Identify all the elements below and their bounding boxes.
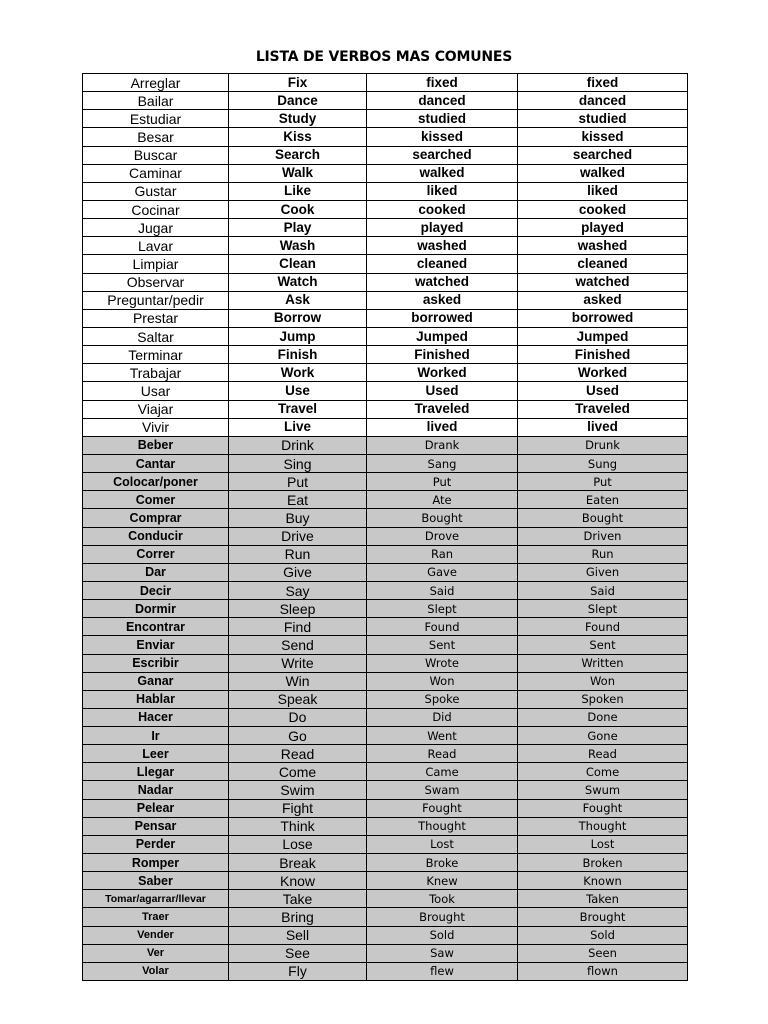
regular-verb-row	[83, 92, 688, 110]
irregular-verb-row	[83, 781, 688, 799]
spanish-verb-cell: Gustar	[83, 182, 229, 200]
base-form-cell: Break	[229, 854, 367, 872]
spanish-verb-cell: Lavar	[83, 237, 229, 255]
spanish-verb-cell: Preguntar/pedir	[83, 291, 229, 309]
past-simple-cell: liked	[367, 182, 518, 200]
spanish-verb-cell: Dormir	[83, 600, 229, 618]
past-simple-cell: washed	[367, 237, 518, 255]
spanish-verb-cell: Vender	[83, 926, 229, 944]
past-simple-cell: Ate	[367, 491, 518, 509]
base-form-cell: Cook	[229, 200, 367, 218]
past-simple-cell: Put	[367, 473, 518, 491]
past-simple-cell: searched	[367, 146, 518, 164]
past-participle-cell: Jumped	[518, 327, 688, 345]
irregular-verb-row	[83, 763, 688, 781]
past-simple-cell: Swam	[367, 781, 518, 799]
spanish-verb-cell: Comprar	[83, 509, 229, 527]
past-simple-cell: Spoke	[367, 690, 518, 708]
regular-verb-row	[83, 237, 688, 255]
past-participle-cell: Thought	[518, 817, 688, 835]
past-simple-cell: Saw	[367, 944, 518, 962]
past-simple-cell: asked	[367, 291, 518, 309]
spanish-verb-cell: Volar	[83, 962, 229, 980]
base-form-cell: Buy	[229, 509, 367, 527]
spanish-verb-cell: Comer	[83, 491, 229, 509]
past-simple-cell: Won	[367, 672, 518, 690]
past-simple-cell: flew	[367, 962, 518, 980]
past-simple-cell: kissed	[367, 128, 518, 146]
past-simple-cell: Worked	[367, 364, 518, 382]
base-form-cell: Sell	[229, 926, 367, 944]
irregular-verb-row	[83, 944, 688, 962]
base-form-cell: Eat	[229, 491, 367, 509]
past-participle-cell: Broken	[518, 854, 688, 872]
regular-verb-row	[83, 327, 688, 345]
regular-verb-row	[83, 255, 688, 273]
past-participle-cell: Sold	[518, 926, 688, 944]
irregular-verb-row	[83, 618, 688, 636]
base-form-cell: See	[229, 944, 367, 962]
base-form-cell: Like	[229, 182, 367, 200]
past-participle-cell: Brought	[518, 908, 688, 926]
past-participle-cell: kissed	[518, 128, 688, 146]
base-form-cell: Bring	[229, 908, 367, 926]
spanish-verb-cell: Encontrar	[83, 618, 229, 636]
spanish-verb-cell: Arreglar	[83, 74, 229, 92]
past-participle-cell: Known	[518, 872, 688, 890]
spanish-verb-cell: Estudiar	[83, 110, 229, 128]
irregular-verb-row	[83, 636, 688, 654]
base-form-cell: Clean	[229, 255, 367, 273]
past-participle-cell: Put	[518, 473, 688, 491]
base-form-cell: Put	[229, 473, 367, 491]
base-form-cell: Lose	[229, 835, 367, 853]
past-simple-cell: Fought	[367, 799, 518, 817]
irregular-verb-row	[83, 708, 688, 726]
base-form-cell: Give	[229, 563, 367, 581]
past-participle-cell: Done	[518, 708, 688, 726]
verb-table	[82, 73, 688, 981]
regular-verb-row	[83, 291, 688, 309]
past-participle-cell: Given	[518, 563, 688, 581]
past-simple-cell: studied	[367, 110, 518, 128]
regular-verb-row	[83, 200, 688, 218]
past-participle-cell: fixed	[518, 74, 688, 92]
past-simple-cell: walked	[367, 164, 518, 182]
base-form-cell: Sleep	[229, 600, 367, 618]
past-participle-cell: cooked	[518, 200, 688, 218]
spanish-verb-cell: Observar	[83, 273, 229, 291]
base-form-cell: Write	[229, 654, 367, 672]
past-simple-cell: Found	[367, 618, 518, 636]
past-simple-cell: Knew	[367, 872, 518, 890]
base-form-cell: Swim	[229, 781, 367, 799]
past-participle-cell: Sent	[518, 636, 688, 654]
past-participle-cell: Drunk	[518, 436, 688, 454]
past-simple-cell: Lost	[367, 835, 518, 853]
past-simple-cell: Brought	[367, 908, 518, 926]
regular-verb-row	[83, 128, 688, 146]
spanish-verb-cell: Escribir	[83, 654, 229, 672]
past-simple-cell: Sang	[367, 454, 518, 472]
spanish-verb-cell: Decir	[83, 581, 229, 599]
base-form-cell: Watch	[229, 273, 367, 291]
past-participle-cell: danced	[518, 92, 688, 110]
past-participle-cell: Written	[518, 654, 688, 672]
past-participle-cell: Said	[518, 581, 688, 599]
irregular-verb-row	[83, 745, 688, 763]
past-participle-cell: played	[518, 219, 688, 237]
past-simple-cell: watched	[367, 273, 518, 291]
spanish-verb-cell: Viajar	[83, 400, 229, 418]
past-participle-cell: asked	[518, 291, 688, 309]
past-participle-cell: Slept	[518, 600, 688, 618]
base-form-cell: Come	[229, 763, 367, 781]
irregular-verb-row	[83, 454, 688, 472]
spanish-verb-cell: Bailar	[83, 92, 229, 110]
irregular-verb-row	[83, 527, 688, 545]
spanish-verb-cell: Besar	[83, 128, 229, 146]
past-simple-cell: fixed	[367, 74, 518, 92]
irregular-verb-row	[83, 545, 688, 563]
irregular-verb-row	[83, 962, 688, 980]
spanish-verb-cell: Cocinar	[83, 200, 229, 218]
spanish-verb-cell: Llegar	[83, 763, 229, 781]
base-form-cell: Win	[229, 672, 367, 690]
past-participle-cell: Fought	[518, 799, 688, 817]
spanish-verb-cell: Ir	[83, 727, 229, 745]
irregular-verb-row	[83, 890, 688, 908]
irregular-verb-row	[83, 563, 688, 581]
past-simple-cell: cleaned	[367, 255, 518, 273]
past-simple-cell: Took	[367, 890, 518, 908]
past-simple-cell: Read	[367, 745, 518, 763]
base-form-cell: Say	[229, 581, 367, 599]
irregular-verb-row	[83, 473, 688, 491]
irregular-verb-row	[83, 690, 688, 708]
past-simple-cell: Went	[367, 727, 518, 745]
irregular-verb-row	[83, 509, 688, 527]
regular-verb-row	[83, 364, 688, 382]
irregular-verb-row	[83, 672, 688, 690]
spanish-verb-cell: Vivir	[83, 418, 229, 436]
past-simple-cell: Used	[367, 382, 518, 400]
past-participle-cell: lived	[518, 418, 688, 436]
irregular-verb-row	[83, 926, 688, 944]
base-form-cell: Finish	[229, 346, 367, 364]
base-form-cell: Study	[229, 110, 367, 128]
past-simple-cell: Gave	[367, 563, 518, 581]
irregular-verb-row	[83, 817, 688, 835]
regular-verb-row	[83, 382, 688, 400]
past-participle-cell: Won	[518, 672, 688, 690]
regular-verb-row	[83, 182, 688, 200]
regular-verb-row	[83, 400, 688, 418]
past-simple-cell: Sent	[367, 636, 518, 654]
past-participle-cell: cleaned	[518, 255, 688, 273]
spanish-verb-cell: Jugar	[83, 219, 229, 237]
base-form-cell: Walk	[229, 164, 367, 182]
past-simple-cell: Bought	[367, 509, 518, 527]
past-simple-cell: Said	[367, 581, 518, 599]
regular-verb-row	[83, 418, 688, 436]
past-participle-cell: Driven	[518, 527, 688, 545]
past-simple-cell: Finished	[367, 346, 518, 364]
past-simple-cell: Came	[367, 763, 518, 781]
spanish-verb-cell: Terminar	[83, 346, 229, 364]
base-form-cell: Jump	[229, 327, 367, 345]
irregular-verb-row	[83, 854, 688, 872]
spanish-verb-cell: Cantar	[83, 454, 229, 472]
irregular-verb-row	[83, 799, 688, 817]
base-form-cell: Dance	[229, 92, 367, 110]
spanish-verb-cell: Buscar	[83, 146, 229, 164]
spanish-verb-cell: Limpiar	[83, 255, 229, 273]
past-participle-cell: Eaten	[518, 491, 688, 509]
past-participle-cell: flown	[518, 962, 688, 980]
past-simple-cell: Broke	[367, 854, 518, 872]
base-form-cell: Send	[229, 636, 367, 654]
past-simple-cell: danced	[367, 92, 518, 110]
spanish-verb-cell: Hacer	[83, 708, 229, 726]
irregular-verb-row	[83, 654, 688, 672]
spanish-verb-cell: Conducir	[83, 527, 229, 545]
spanish-verb-cell: Correr	[83, 545, 229, 563]
base-form-cell: Ask	[229, 291, 367, 309]
base-form-cell: Wash	[229, 237, 367, 255]
past-simple-cell: Drove	[367, 527, 518, 545]
spanish-verb-cell: Beber	[83, 436, 229, 454]
irregular-verb-row	[83, 727, 688, 745]
spanish-verb-cell: Saber	[83, 872, 229, 890]
past-participle-cell: Run	[518, 545, 688, 563]
past-participle-cell: borrowed	[518, 309, 688, 327]
regular-verb-row	[83, 346, 688, 364]
past-participle-cell: Spoken	[518, 690, 688, 708]
past-participle-cell: Worked	[518, 364, 688, 382]
past-simple-cell: Sold	[367, 926, 518, 944]
past-participle-cell: washed	[518, 237, 688, 255]
base-form-cell: Borrow	[229, 309, 367, 327]
spanish-verb-cell: Traer	[83, 908, 229, 926]
spanish-verb-cell: Prestar	[83, 309, 229, 327]
base-form-cell: Find	[229, 618, 367, 636]
spanish-verb-cell: Caminar	[83, 164, 229, 182]
past-participle-cell: Gone	[518, 727, 688, 745]
spanish-verb-cell: Usar	[83, 382, 229, 400]
base-form-cell: Know	[229, 872, 367, 890]
past-participle-cell: studied	[518, 110, 688, 128]
past-participle-cell: Found	[518, 618, 688, 636]
spanish-verb-cell: Hablar	[83, 690, 229, 708]
past-simple-cell: Thought	[367, 817, 518, 835]
regular-verb-row	[83, 219, 688, 237]
past-participle-cell: liked	[518, 182, 688, 200]
past-participle-cell: Lost	[518, 835, 688, 853]
past-participle-cell: Used	[518, 382, 688, 400]
past-simple-cell: Slept	[367, 600, 518, 618]
past-participle-cell: Sung	[518, 454, 688, 472]
spanish-verb-cell: Pelear	[83, 799, 229, 817]
past-participle-cell: Read	[518, 745, 688, 763]
base-form-cell: Kiss	[229, 128, 367, 146]
spanish-verb-cell: Trabajar	[83, 364, 229, 382]
past-simple-cell: Traveled	[367, 400, 518, 418]
regular-verb-row	[83, 309, 688, 327]
base-form-cell: Go	[229, 727, 367, 745]
base-form-cell: Play	[229, 219, 367, 237]
spanish-verb-cell: Saltar	[83, 327, 229, 345]
past-participle-cell: Finished	[518, 346, 688, 364]
spanish-verb-cell: Dar	[83, 563, 229, 581]
irregular-verb-row	[83, 491, 688, 509]
base-form-cell: Travel	[229, 400, 367, 418]
irregular-verb-row	[83, 908, 688, 926]
base-form-cell: Take	[229, 890, 367, 908]
past-participle-cell: Swum	[518, 781, 688, 799]
base-form-cell: Search	[229, 146, 367, 164]
irregular-verb-row	[83, 872, 688, 890]
past-simple-cell: cooked	[367, 200, 518, 218]
past-simple-cell: borrowed	[367, 309, 518, 327]
base-form-cell: Use	[229, 382, 367, 400]
irregular-verb-row	[83, 600, 688, 618]
base-form-cell: Do	[229, 708, 367, 726]
past-simple-cell: Wrote	[367, 654, 518, 672]
spanish-verb-cell: Ganar	[83, 672, 229, 690]
past-participle-cell: Taken	[518, 890, 688, 908]
past-simple-cell: Ran	[367, 545, 518, 563]
past-participle-cell: watched	[518, 273, 688, 291]
base-form-cell: Fly	[229, 962, 367, 980]
past-simple-cell: Jumped	[367, 327, 518, 345]
spanish-verb-cell: Romper	[83, 854, 229, 872]
spanish-verb-cell: Pensar	[83, 817, 229, 835]
base-form-cell: Read	[229, 745, 367, 763]
past-participle-cell: Come	[518, 763, 688, 781]
regular-verb-row	[83, 273, 688, 291]
past-participle-cell: searched	[518, 146, 688, 164]
spanish-verb-cell: Ver	[83, 944, 229, 962]
spanish-verb-cell: Nadar	[83, 781, 229, 799]
base-form-cell: Drive	[229, 527, 367, 545]
irregular-verb-row	[83, 581, 688, 599]
past-simple-cell: lived	[367, 418, 518, 436]
spanish-verb-cell: Perder	[83, 835, 229, 853]
base-form-cell: Speak	[229, 690, 367, 708]
base-form-cell: Run	[229, 545, 367, 563]
spanish-verb-cell: Leer	[83, 745, 229, 763]
base-form-cell: Fight	[229, 799, 367, 817]
verb-table-body	[83, 74, 688, 981]
spanish-verb-cell: Enviar	[83, 636, 229, 654]
base-form-cell: Work	[229, 364, 367, 382]
base-form-cell: Drink	[229, 436, 367, 454]
past-participle-cell: Bought	[518, 509, 688, 527]
past-simple-cell: Did	[367, 708, 518, 726]
regular-verb-row	[83, 164, 688, 182]
regular-verb-row	[83, 146, 688, 164]
past-simple-cell: played	[367, 219, 518, 237]
base-form-cell: Fix	[229, 74, 367, 92]
spanish-verb-cell: Colocar/poner	[83, 473, 229, 491]
base-form-cell: Live	[229, 418, 367, 436]
irregular-verb-row	[83, 436, 688, 454]
spanish-verb-cell: Tomar/agarrar/llevar	[83, 890, 229, 908]
past-simple-cell: Drank	[367, 436, 518, 454]
page-title: LISTA DE VERBOS MAS COMUNES	[255, 49, 513, 65]
base-form-cell: Sing	[229, 454, 367, 472]
past-participle-cell: Traveled	[518, 400, 688, 418]
irregular-verb-row	[83, 835, 688, 853]
regular-verb-row	[83, 74, 688, 92]
regular-verb-row	[83, 110, 688, 128]
base-form-cell: Think	[229, 817, 367, 835]
past-participle-cell: walked	[518, 164, 688, 182]
past-participle-cell: Seen	[518, 944, 688, 962]
